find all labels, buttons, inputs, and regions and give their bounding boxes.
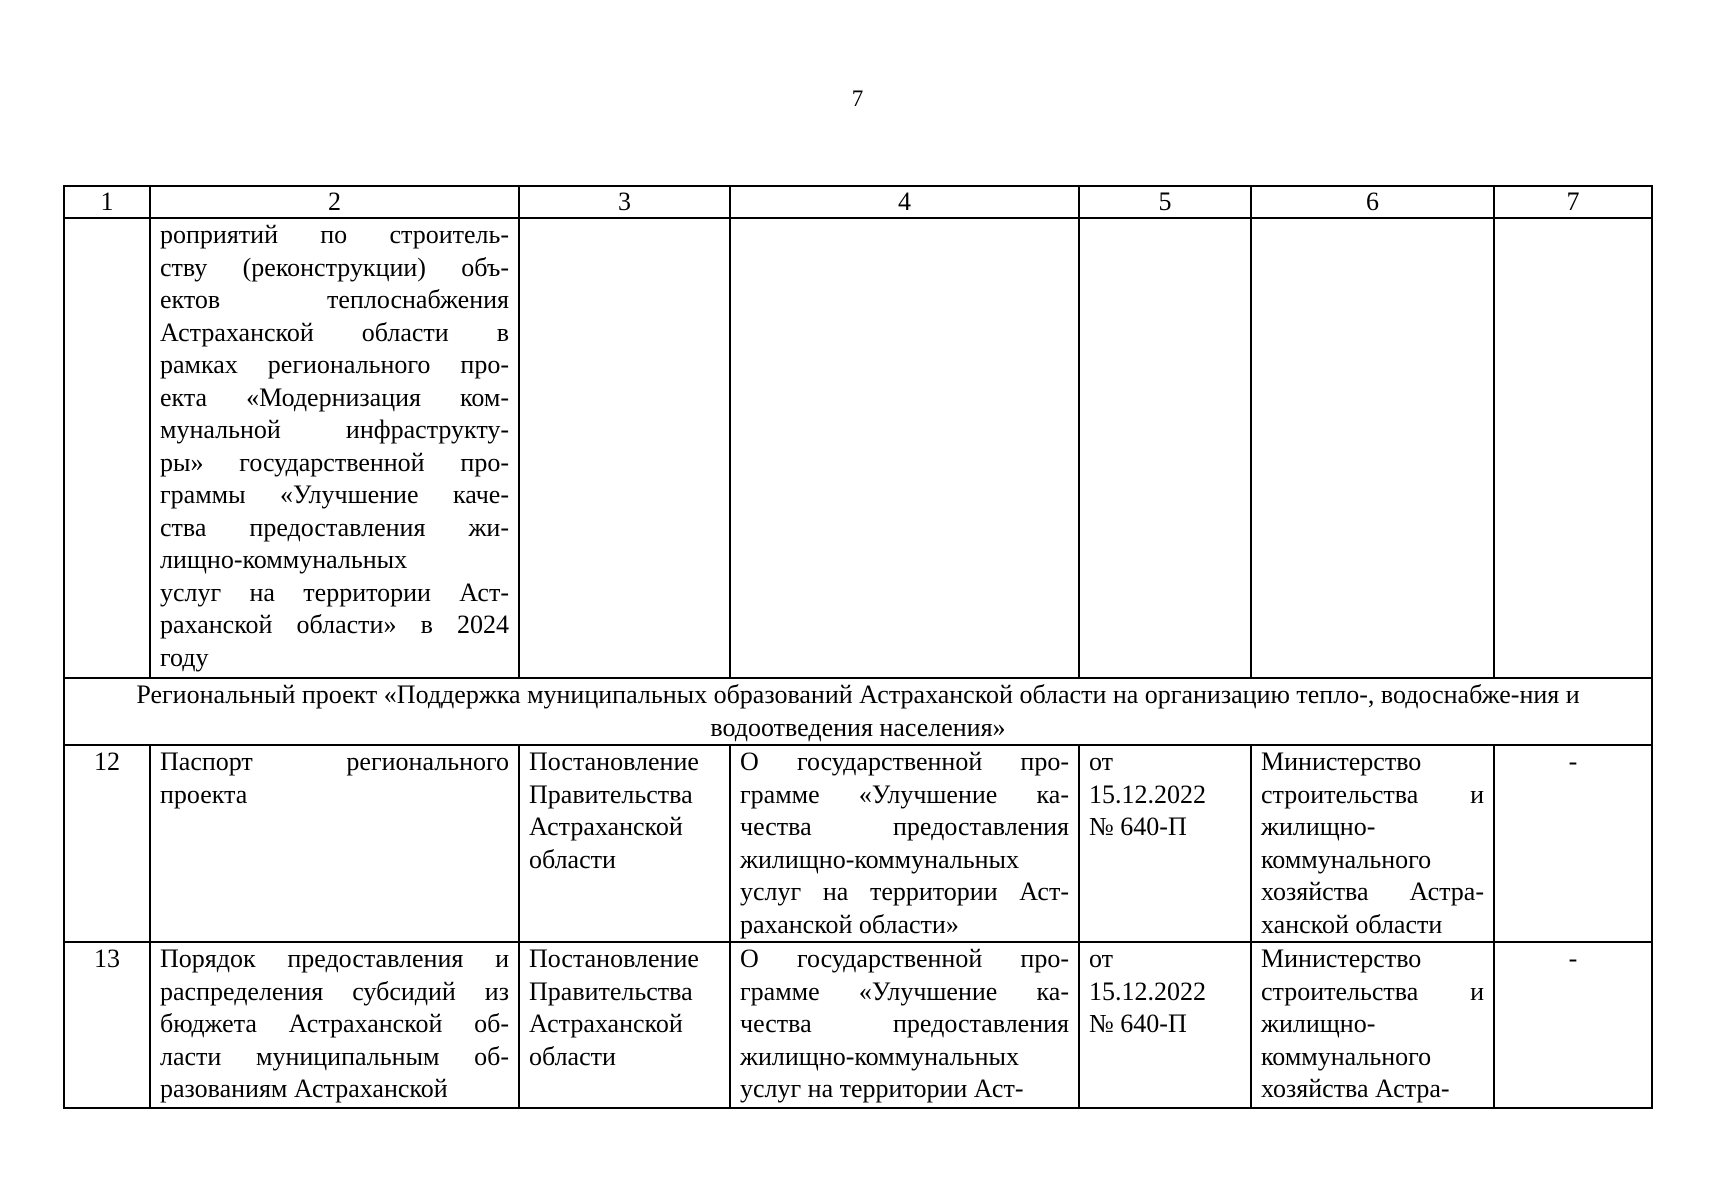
cell-line: от xyxy=(1089,944,1114,973)
cell-line: году xyxy=(160,642,209,672)
cell-line: области xyxy=(529,844,616,874)
table-cell xyxy=(64,218,150,678)
cell-line: ханской области xyxy=(1261,909,1443,939)
cell-line: 15.12.2022 xyxy=(1089,779,1206,809)
cell-line: ства предоставления жи- xyxy=(160,512,509,542)
document-name xyxy=(150,942,519,1108)
cell-line: Астраханской xyxy=(529,812,683,841)
cell-line: грамме «Улучшение ка- xyxy=(740,976,1069,1006)
document-title xyxy=(730,942,1079,1108)
document-date-number xyxy=(1079,942,1251,1108)
document-type xyxy=(519,745,730,942)
note-cell: - xyxy=(1494,942,1652,1108)
cell-line: чества предоставления xyxy=(740,1009,1069,1038)
cell-line: строительства и xyxy=(1261,976,1484,1006)
table-cell xyxy=(1251,218,1494,678)
cell-line: № 640-П xyxy=(1089,812,1187,841)
cell-line: Министерство xyxy=(1261,944,1422,973)
cell-line: услуг на территории Аст- xyxy=(740,1074,1024,1103)
table-header-row xyxy=(64,186,1652,218)
cell-line: Астраханской области в xyxy=(160,317,509,347)
cell-line: от xyxy=(1089,747,1114,776)
cell-line: раханской области» в 2024 xyxy=(160,610,509,639)
column-header: 6 xyxy=(1251,186,1494,218)
column-header: 7 xyxy=(1494,186,1652,218)
table-cell xyxy=(1079,218,1251,678)
cell-line: области xyxy=(529,1041,616,1071)
cell-line: ству (реконструкции) объ- xyxy=(160,252,509,282)
document-type xyxy=(519,942,730,1108)
section-row xyxy=(64,678,1652,745)
cell-line: роприятий по строитель- xyxy=(160,220,509,249)
table-cell xyxy=(1494,218,1652,678)
column-header: 3 xyxy=(519,186,730,218)
cell-line: екта «Модернизация ком- xyxy=(160,382,509,412)
cell-line: Правительства xyxy=(529,779,693,809)
cell-line: О государственной про- xyxy=(740,944,1069,973)
cell-line: распределения субсидий из xyxy=(160,976,509,1006)
page-number: 7 xyxy=(851,86,864,111)
cell-line: мунальной инфраструкту- xyxy=(160,415,509,444)
cell-line: хозяйства Астра- xyxy=(1261,1074,1450,1103)
row-number: 12 xyxy=(64,745,150,942)
note-cell: - xyxy=(1494,745,1652,942)
table-cell xyxy=(730,218,1079,678)
section-title: Региональный проект «Поддержка муниципальных образований Астраханской области на организацию тепло-, водоснабже-ния и водоотведения населения» xyxy=(64,678,1652,745)
table-row xyxy=(64,745,1652,942)
cell-line: проекта xyxy=(160,779,248,809)
responsible-body xyxy=(1251,942,1494,1108)
column-header: 2 xyxy=(150,186,519,218)
cell-line: коммунального xyxy=(1261,844,1432,874)
cell-line: Министерство xyxy=(1261,747,1422,776)
cell-line: ласти муниципальным об- xyxy=(160,1041,509,1071)
cell-line: рамках регионального про- xyxy=(160,350,509,379)
cell-line: услуг на территории Аст- xyxy=(160,577,509,607)
cell-line: О государственной про- xyxy=(740,747,1069,776)
cell-line: чества предоставления xyxy=(740,812,1069,841)
table-row xyxy=(64,942,1652,1108)
column-header: 5 xyxy=(1079,186,1251,218)
cell-line: жилищно-коммунальных xyxy=(740,1041,1019,1071)
table-row-continued xyxy=(64,218,1652,678)
table-cell xyxy=(519,218,730,678)
cell-line: Порядок предоставления и xyxy=(160,944,509,973)
table-cell-text xyxy=(150,218,519,678)
cell-line: услуг на территории Аст- xyxy=(740,877,1069,906)
cell-line: раханской области» xyxy=(740,909,959,939)
column-header: 4 xyxy=(730,186,1079,218)
cell-line: № 640-П xyxy=(1089,1009,1187,1038)
cell-line: жилищно- xyxy=(1261,812,1376,841)
cell-line: коммунального xyxy=(1261,1041,1432,1071)
cell-line: ектов теплоснабжения xyxy=(160,285,509,314)
cell-line: хозяйства Астра- xyxy=(1261,877,1484,906)
responsible-body xyxy=(1251,745,1494,942)
document-table xyxy=(63,185,1653,1109)
document-name xyxy=(150,745,519,942)
row-number: 13 xyxy=(64,942,150,1108)
cell-line: жилищно- xyxy=(1261,1009,1376,1038)
cell-line: Постановление xyxy=(529,944,699,973)
document-date-number xyxy=(1079,745,1251,942)
cell-line: разованиям Астраханской xyxy=(160,1074,448,1103)
cell-line: Астраханской xyxy=(529,1009,683,1038)
column-header: 1 xyxy=(64,186,150,218)
cell-line: Постановление xyxy=(529,747,699,776)
cell-line: жилищно-коммунальных xyxy=(740,844,1019,874)
cell-line: ры» государственной про- xyxy=(160,447,509,477)
cell-line: строительства и xyxy=(1261,779,1484,809)
cell-line: грамме «Улучшение ка- xyxy=(740,779,1069,809)
cell-line: граммы «Улучшение каче- xyxy=(160,480,509,509)
cell-line: Правительства xyxy=(529,976,693,1006)
cell-line: лищно-коммунальных xyxy=(160,545,408,574)
cell-line: бюджета Астраханской об- xyxy=(160,1009,509,1038)
cell-line: 15.12.2022 xyxy=(1089,976,1206,1006)
cell-line: Паспорт регионального xyxy=(160,747,509,776)
document-title xyxy=(730,745,1079,942)
